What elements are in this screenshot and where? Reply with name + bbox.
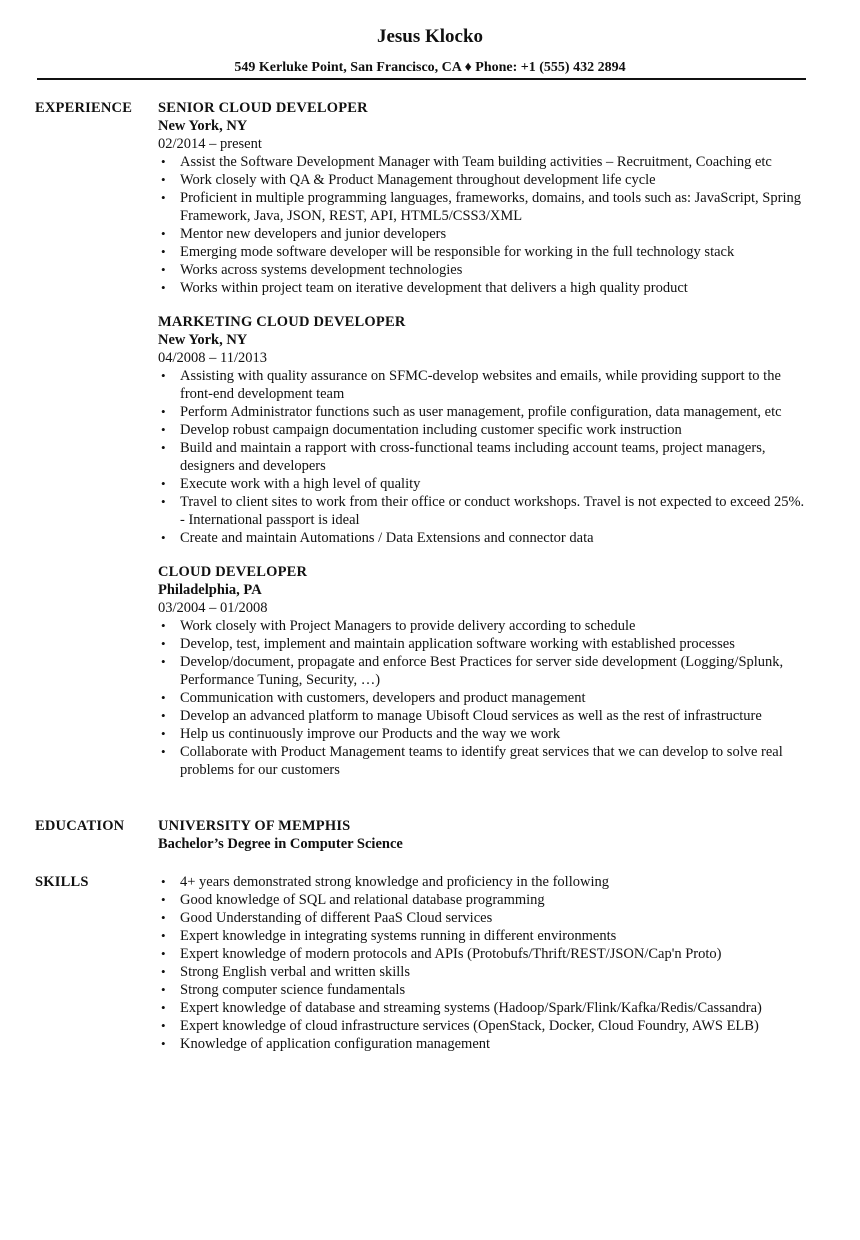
duty-item: • Develop, test, implement and maintain application software working with established processes [158, 635, 808, 653]
skills-list [158, 873, 808, 1053]
job-duties [158, 153, 808, 297]
job-location: New York, NY [158, 118, 248, 134]
job-title: SENIOR CLOUD DEVELOPER [158, 100, 368, 116]
skill-item: • Good knowledge of SQL and relational database programming [158, 891, 808, 909]
candidate-name: Jesus Klocko [376, 26, 484, 47]
duty-item: • Develop/document, propagate and enforce Best Practices for server side development (Logging/Splunk, Performance Tuning, Security, …) [158, 653, 808, 689]
education-heading: EDUCATION [35, 818, 125, 834]
job-title: MARKETING CLOUD DEVELOPER [158, 314, 406, 330]
duty-item: • Communication with customers, developers and product management [158, 689, 808, 707]
duty-item: • Create and maintain Automations / Data Extensions and connector data [158, 529, 808, 547]
duty-item: • Help us continuously improve our Products and the way we work [158, 725, 808, 743]
job-location: New York, NY [158, 332, 248, 348]
duty-item: • Assisting with quality assurance on SFMC-develop websites and emails, while providing support to the front-end development team [158, 367, 808, 403]
job-entry [158, 313, 808, 547]
duty-item: • Collaborate with Product Management teams to identify great services that we can develop to solve real problems for our customers [158, 743, 808, 779]
skills-body [158, 873, 808, 1053]
duty-item: • Works within project team on iterative development that delivers a high quality product [158, 279, 808, 297]
contact-line: 549 Kerluke Point, San Francisco, CA ♦ Phone: +1 (555) 432 2894 [234, 60, 626, 75]
skill-item: • Good Understanding of different PaaS Cloud services [158, 909, 808, 927]
duty-item: • Emerging mode software developer will be responsible for working in the full technology stack [158, 243, 808, 261]
duty-item: • Proficient in multiple programming languages, frameworks, domains, and tools such as: JavaScript, Spring Framework, Java, JSON, REST, API, HTML5/CSS3/XML [158, 189, 808, 225]
duty-item: • Work closely with QA & Product Management throughout development life cycle [158, 171, 808, 189]
duty-item: • Assist the Software Development Manager with Team building activities – Recruitment, Coaching etc [158, 153, 808, 171]
experience-body [158, 99, 808, 779]
skills-heading: SKILLS [35, 874, 89, 890]
duty-item: • Work closely with Project Managers to provide delivery according to schedule [158, 617, 808, 635]
duty-item: • Develop robust campaign documentation including customer specific work instruction [158, 421, 808, 439]
skill-item: • Knowledge of application configuration management [158, 1035, 808, 1053]
skill-item: • Strong computer science fundamentals [158, 981, 808, 999]
skill-item: • 4+ years demonstrated strong knowledge and proficiency in the following [158, 873, 808, 891]
job-title: CLOUD DEVELOPER [158, 564, 308, 580]
skill-item: • Expert knowledge of cloud infrastructure services (OpenStack, Docker, Cloud Foundry, AWS ELB) [158, 1017, 808, 1035]
job-dates: 03/2004 – 01/2008 [158, 600, 268, 616]
job-entry [158, 99, 808, 297]
header-divider [37, 78, 806, 80]
job-dates: 02/2014 – present [158, 136, 262, 152]
job-location: Philadelphia, PA [158, 582, 262, 598]
duty-item: • Develop an advanced platform to manage Ubisoft Cloud services as well as the rest of infrastructure [158, 707, 808, 725]
education-body [158, 817, 808, 853]
school-name: UNIVERSITY OF MEMPHIS [158, 818, 351, 834]
duty-item: • Perform Administrator functions such as user management, profile configuration, data management, etc [158, 403, 808, 421]
duty-item: • Travel to client sites to work from their office or conduct workshops. Travel is not expected to exceed 25%. - International passport is ideal [158, 493, 808, 529]
skill-item: • Strong English verbal and written skills [158, 963, 808, 981]
degree-name: Bachelor’s Degree in Computer Science [158, 836, 403, 852]
job-entry [158, 563, 808, 779]
skill-item: • Expert knowledge of database and streaming systems (Hadoop/Spark/Flink/Kafka/Redis/Cassandra) [158, 999, 808, 1017]
skill-item: • Expert knowledge in integrating systems running in different environments [158, 927, 808, 945]
duty-item: • Build and maintain a rapport with cross-functional teams including account teams, project managers, designers and developers [158, 439, 808, 475]
duty-item: • Mentor new developers and junior developers [158, 225, 808, 243]
job-dates: 04/2008 – 11/2013 [158, 350, 268, 366]
duty-item: • Works across systems development technologies [158, 261, 808, 279]
duty-item: • Execute work with a high level of quality [158, 475, 808, 493]
job-duties [158, 617, 808, 779]
experience-heading: EXPERIENCE [35, 100, 133, 116]
skill-item: • Expert knowledge of modern protocols and APIs (Protobufs/Thrift/REST/JSON/Cap'n Proto) [158, 945, 808, 963]
job-duties [158, 367, 808, 547]
